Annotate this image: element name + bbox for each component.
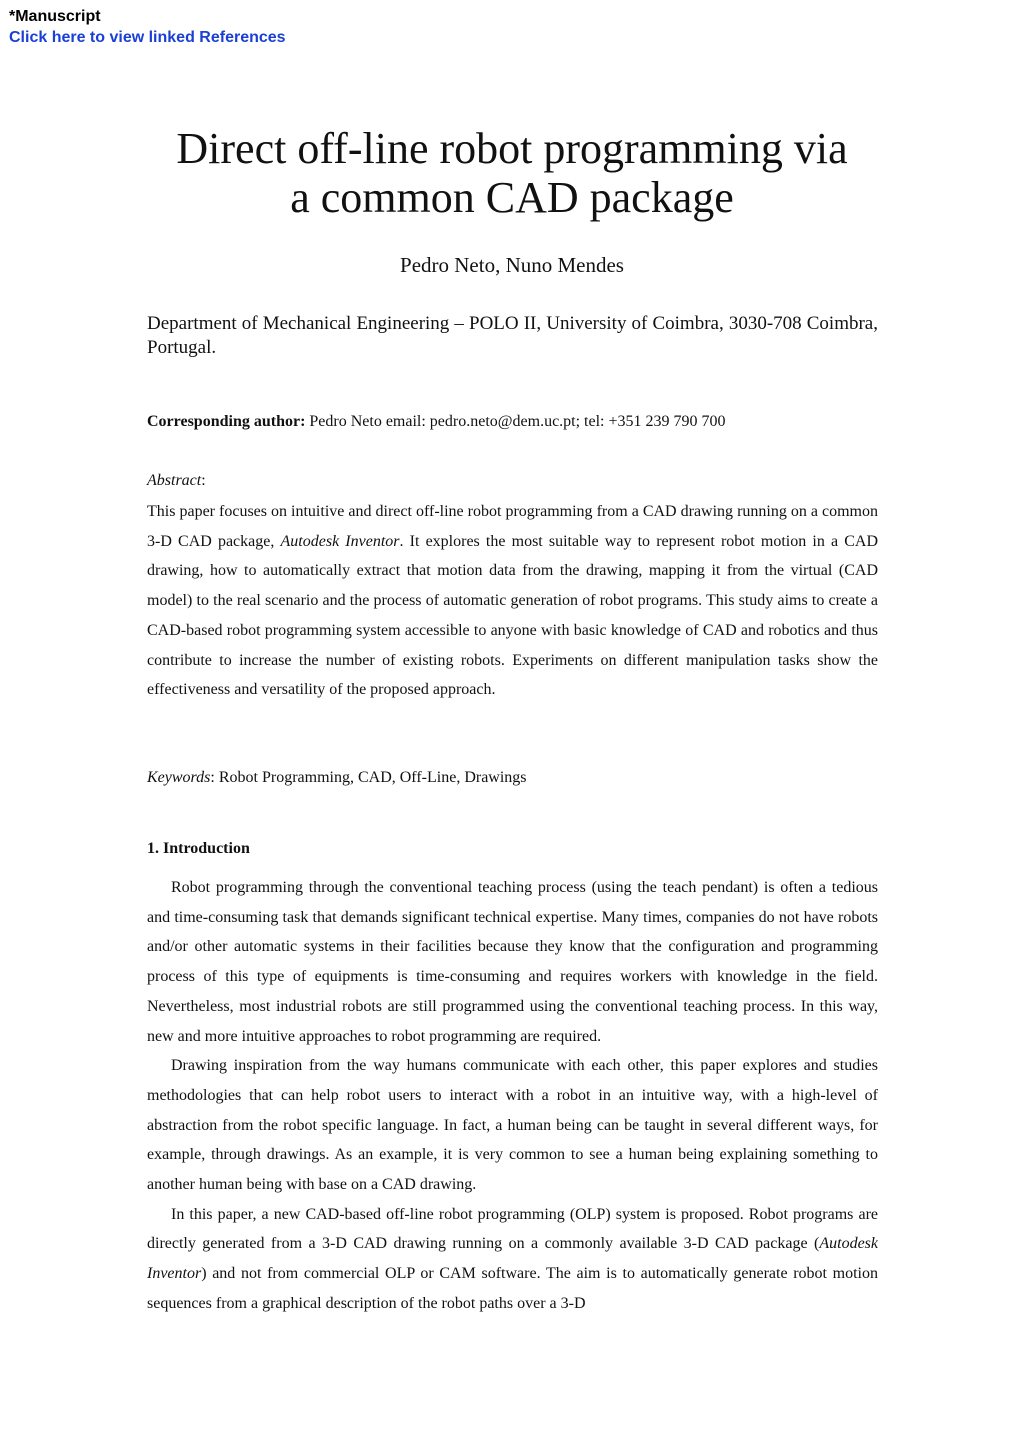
abstract-label: Abstract — [147, 472, 202, 489]
abstract-text-start: This paper focuses on intuitive and direct off-line robot programming from a CAD drawing running on a common 3-D CAD package, — [147, 503, 878, 550]
abstract-colon: : — [201, 472, 206, 489]
corresponding-author — [147, 411, 878, 433]
intro-paragraph-1: Robot programming through the conventional teaching process (using the teach pendant) is often a tedious and time-consuming task that demands significant technical expertise. Many times, companies do not have robots and/or other automatic systems in their facilities because they know that the configuration and programming process of this type of equipments is time-consuming and requires workers with knowledge in the field. Nevertheless, most industrial robots are still programmed using the conventional teaching process. In this way, new and more intuitive approaches to robot programming are required. — [147, 879, 878, 1045]
intro-paragraph-3-start: In this paper, a new CAD-based off-line robot programming (OLP) system is proposed. Robot programs are directly generated from a 3-D CAD drawing running on a commonly available 3-D CAD package ( — [147, 1205, 878, 1253]
introduction-body — [147, 873, 878, 1319]
title-line-1: Direct off-line robot programming via — [176, 124, 848, 173]
corresponding-author-details: Pedro Neto email: pedro.neto@dem.uc.pt; tel: +351 239 790 700 — [305, 413, 726, 430]
intro-paragraph-2: Drawing inspiration from the way humans communicate with each other, this paper explores and studies methodologies that can help robot users to interact with a robot in an intuitive way, with a high-level of abstraction from the robot specific language. In fact, a human being can be taught in several different ways, for example, through drawings. As an example, it is very common to see a human being explaining something to another human being with base on a CAD drawing. — [147, 1057, 878, 1194]
affiliation: Department of Mechanical Engineering – POLO II, University of Coimbra, 3030-708 Coimbra, Portugal. — [147, 313, 878, 358]
corresponding-author-label: Corresponding author: — [147, 413, 306, 430]
keywords-list: : Robot Programming, CAD, Off-Line, Drawings — [210, 769, 527, 786]
section-heading-introduction: 1. Introduction — [147, 840, 250, 857]
abstract-heading — [147, 470, 206, 492]
manuscript-header — [9, 6, 286, 48]
abstract-text-end: . It explores the most suitable way to represent robot motion in a CAD drawing, how to automatically extract that motion data from the drawing, mapping it from the virtual (CAD model) to the real scenario and the process of automatic generation of robot programs. This study aims to create a CAD-based robot programming system accessible to anyone with basic knowledge of CAD and robotics and thus contribute to increase the number of existing robots. Experiments on different manipulation tasks show the effectiveness and versatility of the proposed approach. — [147, 532, 878, 699]
authors: Pedro Neto, Nuno Mendes — [400, 253, 624, 277]
paper-title — [100, 124, 924, 222]
keywords — [147, 767, 878, 789]
title-line-2: a common CAD package — [290, 173, 734, 222]
intro-software-name: Autodesk Inventor — [147, 1235, 878, 1283]
keywords-label: Keywords — [147, 769, 211, 786]
abstract-text — [147, 497, 878, 705]
linked-references-link[interactable]: Click here to view linked References — [9, 29, 286, 46]
intro-paragraph-3-end: ) and not from commercial OLP or CAM software. The aim is to automatically generate robot motion sequences from a graphical description of the robot paths over a 3-D — [147, 1265, 878, 1312]
abstract-software-name: Autodesk Inventor — [280, 532, 400, 550]
manuscript-label: *Manuscript — [9, 8, 101, 25]
intro-paragraph-3 — [147, 1200, 878, 1319]
